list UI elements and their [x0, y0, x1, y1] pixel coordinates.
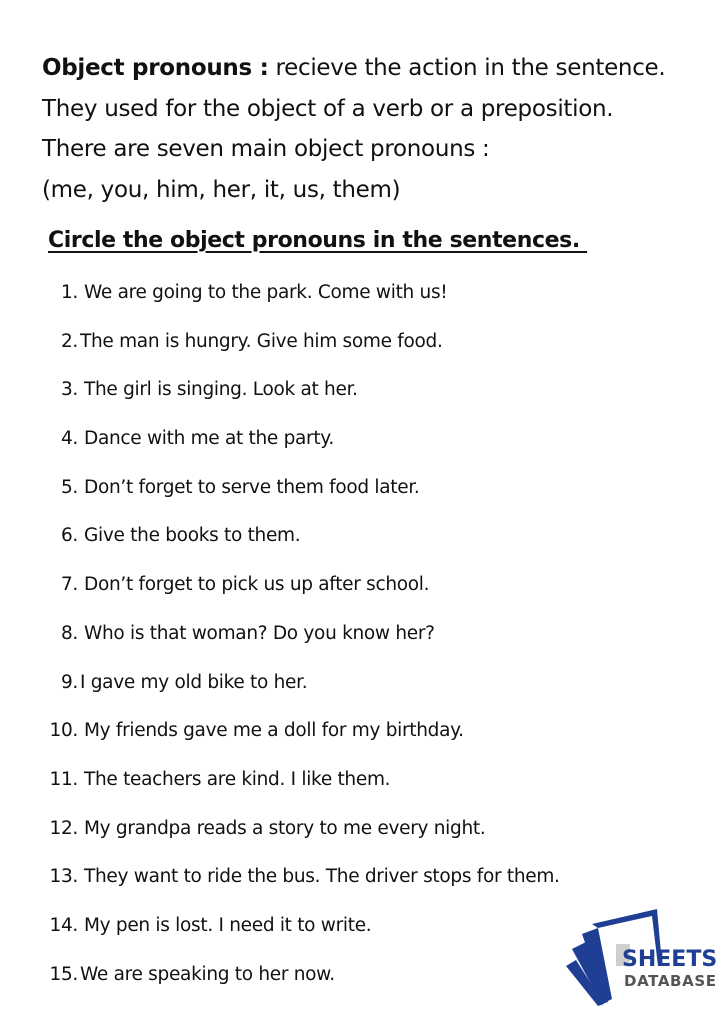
sheets-database-logo: [562, 904, 722, 1010]
item-number: 8.: [60, 622, 78, 644]
list-item: [40, 720, 560, 769]
intro-line-3: There are seven main object pronouns :: [42, 136, 490, 162]
list-item: [40, 477, 560, 526]
list-item: [40, 769, 560, 818]
list-item: [40, 672, 560, 721]
item-number: 12.: [49, 817, 78, 839]
list-item: [40, 379, 560, 428]
item-sentence: Dance with me at the party.: [84, 428, 334, 450]
item-sentence: Don’t forget to serve them food later.: [84, 476, 420, 498]
intro-paragraph: [42, 48, 665, 210]
item-sentence: I gave my old bike to her.: [80, 671, 308, 693]
item-number: 10.: [49, 720, 78, 742]
item-sentence: They want to ride the bus. The driver stops for them.: [84, 866, 560, 888]
item-number: 7.: [60, 574, 78, 596]
item-sentence: The teachers are kind. I like them.: [84, 768, 391, 790]
intro-line-4: (me, you, him, her, it, us, them): [42, 176, 401, 203]
intro-line-2: They used for the object of a verb or a preposition.: [42, 95, 614, 122]
item-number: 6.: [60, 525, 78, 547]
item-number: 9.: [60, 671, 78, 693]
definition-text: recieve the action in the sentence.: [268, 55, 666, 81]
item-sentence: My friends gave me a doll for my birthday.: [84, 720, 464, 742]
term-label: Object pronouns :: [42, 55, 269, 81]
list-item: [40, 331, 560, 380]
item-sentence: Don’t forget to pick us up after school.: [84, 574, 430, 596]
item-sentence: My grandpa reads a story to me every night.: [84, 817, 486, 839]
logo-line-2: DATABASE: [624, 972, 716, 990]
item-sentence: Who is that woman? Do you know her?: [84, 622, 435, 644]
item-sentence: We are going to the park. Come with us!: [84, 282, 448, 303]
item-number: 5.: [60, 476, 78, 498]
item-number: 13.: [49, 866, 78, 888]
list-item: [40, 915, 560, 964]
list-item: [40, 428, 560, 477]
item-number: 11.: [49, 768, 78, 790]
item-sentence: The man is hungry. Give him some food.: [80, 330, 443, 352]
list-item: [40, 525, 560, 574]
list-item: [40, 574, 560, 623]
list-item: [40, 282, 560, 331]
item-number: 14.: [49, 914, 78, 936]
item-sentence: The girl is singing. Look at her.: [84, 379, 358, 401]
list-item: [40, 818, 560, 867]
item-sentence: We are speaking to her now.: [80, 963, 335, 985]
item-number: 2.: [60, 330, 78, 352]
item-number: 4.: [60, 428, 78, 450]
list-item: [40, 866, 560, 915]
sentence-list: [40, 282, 560, 1012]
item-number: 3.: [60, 379, 78, 401]
item-sentence: My pen is lost. I need it to write.: [84, 914, 372, 936]
task-title: Circle the object pronouns in the sentences.: [48, 228, 588, 253]
list-item: [40, 964, 560, 1013]
item-number: 1.: [60, 282, 78, 303]
intro-line-1: [42, 48, 665, 89]
list-item: [40, 623, 560, 672]
item-sentence: Give the books to them.: [84, 525, 301, 547]
item-number: 15.: [49, 963, 78, 985]
logo-line-1: SHEETS: [622, 947, 718, 972]
